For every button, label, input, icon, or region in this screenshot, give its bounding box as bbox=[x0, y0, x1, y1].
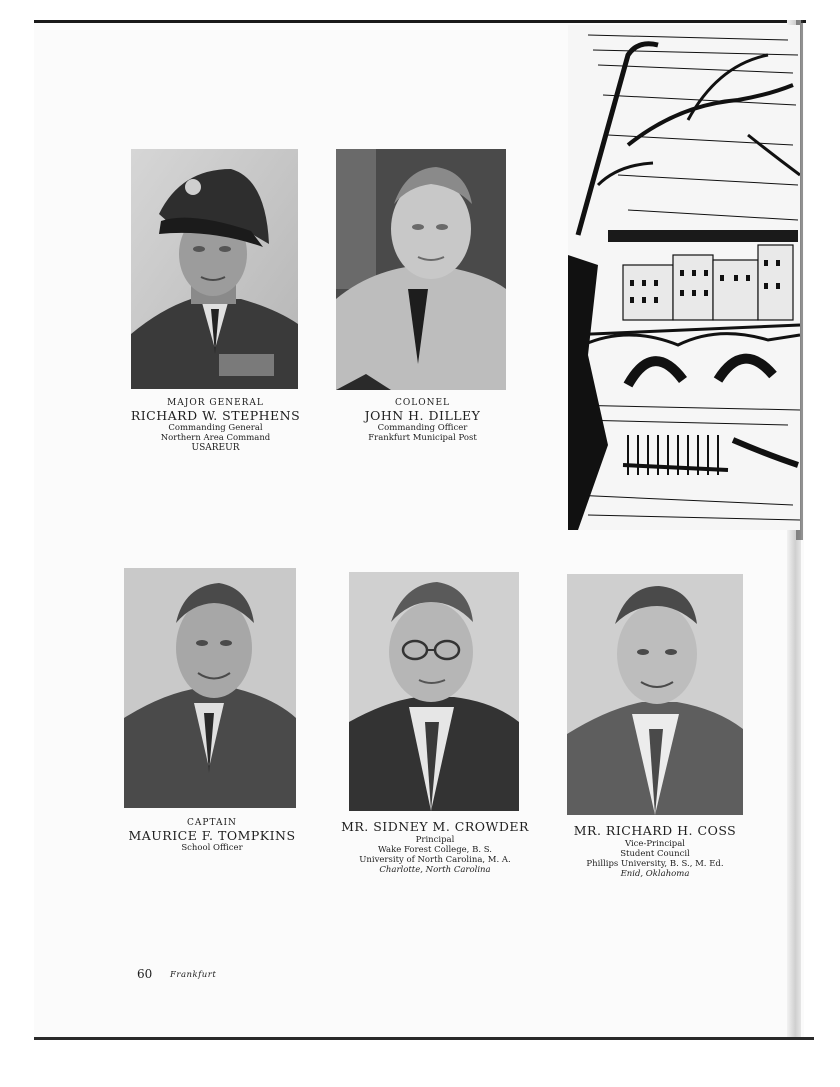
degree-line: Wake Forest College, B. S. bbox=[378, 844, 492, 855]
degree-line: University of North Carolina, M. A. bbox=[359, 854, 511, 865]
title-line: School Officer bbox=[181, 843, 243, 854]
title-line: Commanding Officer bbox=[377, 423, 468, 434]
title-line: Principal bbox=[415, 834, 455, 845]
running-title: Frankfurt bbox=[170, 970, 217, 980]
rank: COLONEL bbox=[394, 398, 451, 408]
title-line: Commanding General bbox=[168, 423, 263, 434]
portrait-photo-coss bbox=[567, 574, 743, 815]
bridge-sketch-illustration bbox=[568, 25, 800, 530]
portrait-photo-crowder bbox=[349, 572, 519, 811]
page-number: 60 bbox=[137, 967, 153, 981]
caption-dilley bbox=[335, 398, 510, 443]
hometown: Charlotte, North Carolina bbox=[379, 864, 491, 875]
caption-stephens bbox=[128, 398, 303, 454]
caption-coss bbox=[555, 824, 755, 879]
portrait-photo-tompkins bbox=[124, 568, 296, 808]
person-name: RICHARD W. STEPHENS bbox=[130, 407, 301, 423]
rank: MAJOR GENERAL bbox=[167, 398, 264, 408]
title-line: Northern Area Command bbox=[160, 433, 271, 444]
hometown: Enid, Oklahoma bbox=[620, 868, 690, 879]
caption-tompkins bbox=[122, 818, 302, 853]
portrait-photo-stephens bbox=[131, 149, 298, 389]
degree-line: Phillips University, B. S., M. Ed. bbox=[586, 858, 724, 869]
person-name: MAURICE F. TOMPKINS bbox=[128, 827, 296, 843]
organization: USAREUR bbox=[191, 443, 240, 454]
title-line: Vice-Principal bbox=[624, 838, 686, 849]
rank: CAPTAIN bbox=[187, 818, 237, 828]
caption-crowder bbox=[340, 820, 530, 875]
bottom-border bbox=[34, 1037, 814, 1040]
title-line: Frankfurt Municipal Post bbox=[368, 433, 477, 444]
person-name: MR. SIDNEY M. CROWDER bbox=[341, 819, 529, 834]
person-name: MR. RICHARD H. COSS bbox=[573, 823, 737, 838]
person-name: JOHN H. DILLEY bbox=[364, 407, 481, 423]
portrait-photo-dilley bbox=[336, 149, 506, 390]
top-border bbox=[34, 20, 806, 23]
title-line: Student Council bbox=[620, 848, 690, 859]
